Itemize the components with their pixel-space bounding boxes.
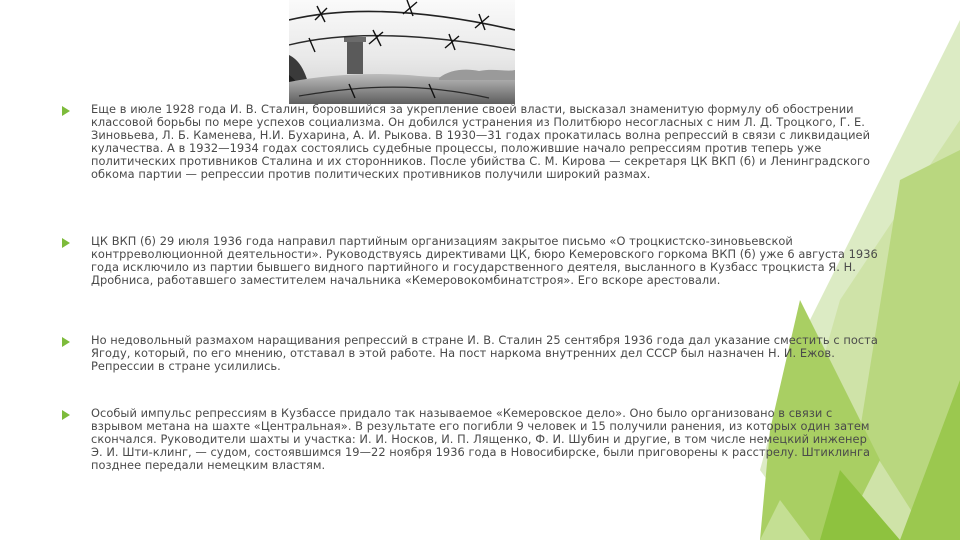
triangle-bullet-icon <box>62 106 70 116</box>
bullet-text: Но недовольный размахом наращивания репрессий в стране И. В. Сталин 25 сентября 1936 года дал указание сместить с поста Ягоду, который, по его мнению, отставал в этой работе. На пост наркома внутренних дел СССР был назначен Н. И. Ежов. Репрессии в стране усилились. <box>91 333 878 373</box>
triangle-bullet-icon <box>62 238 70 248</box>
bullet-text: Особый импульс репрессиям в Кузбассе придало так называемое «Кемеровское дело». Оно было организовано в связи с взрывом метана на шахте «Центральная». В результате его погибли 9 человек и 15 получили ранения, из которых один затем скончался. Руководители шахты и участка: И. И. Носков, И. П. Лященко, Ф. И. Шубин и другие, в том числе немецкий инженер Э. И. Шти-клинг, — судом, состоявшимся 19—22 ноября 1936 года в Новосибирске, были приговорены к расстрелу. Штиклинга позднее передали немецким властям. <box>91 406 871 472</box>
triangle-bullet-icon <box>62 410 70 420</box>
barbed-wire-photo <box>289 0 515 104</box>
bullet-item <box>62 103 882 180</box>
bullet-text: Еще в июле 1928 года И. В. Сталин, боровшийся за укрепление своей власти, высказал знаменитую формулу об обострении классовой борьбы по мере успехов социализма. Он добился устранения из Политбюро несогласных с ним Л. Д. Троцкого, Г. Е. Зиновьева, Л. Б. Каменева, Н.И. Бухарина, А. И. Рыкова. В 1930—31 годах прокатилась волна репрессий в связи с ликвидацией кулачества. А в 1932—1934 годах состоялись судебные процессы, положившие начало репрессиям против теперь уже политических противников Сталина и их сторонников. После убийства С. М. Кирова — секретаря ЦК ВКП (б) и Ленинградского обкома партии — репрессии против политических противников получили широкий размах. <box>91 102 871 181</box>
bullet-item <box>62 235 882 287</box>
bullet-text: ЦК ВКП (б) 29 июля 1936 года направил партийным организациям закрытое письмо «О троцкистско-зиновьевской контрреволюционной деятельности». Руководствуясь директивами ЦК, бюро Кемеровского горкома ВКП (б) уже 6 августа 1936 года исключило из партии бывшего видного партийного и государственного деятеля, высланного в Кузбасс троцкиста Я. Н. Дробниса, работавшего заместителем начальника «Кемеровокомбинатстроя». Его вскоре арестовали. <box>91 234 878 287</box>
bullet-item <box>62 407 882 472</box>
triangle-bullet-icon <box>62 337 70 347</box>
bullet-item <box>62 334 882 373</box>
